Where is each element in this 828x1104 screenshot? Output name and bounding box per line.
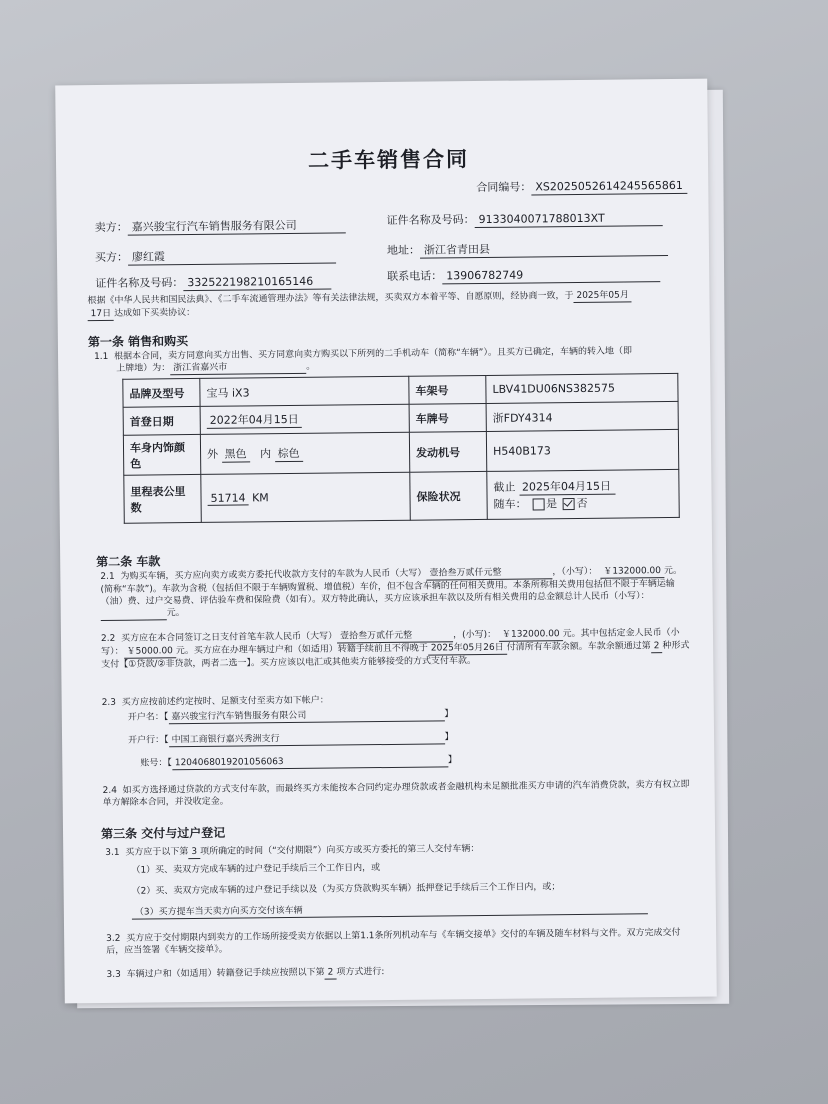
account-no-row: 账号：【 1204068019201056063 】 xyxy=(140,755,457,769)
table-row xyxy=(123,429,678,475)
clause-2-3: 2.3 买方应按前述约定按时、足额支付至卖方如下帐户： xyxy=(101,695,329,708)
seller-row: 卖方： 嘉兴骏宝行汽车销售服务有限公司 xyxy=(95,218,346,236)
insurance-until: 2025年04月15日 xyxy=(519,478,615,496)
plate-value: 浙FDY4314 xyxy=(486,401,678,431)
clause-3-3: 3.3 车辆过户和（如适用）转籍登记手续应按照以下第 2 项方式进行: xyxy=(106,967,385,980)
contract-no: 合同编号： XS2025052614245565861 xyxy=(476,179,687,196)
reg-date-value: 2022年04月15日 xyxy=(207,411,302,429)
plate-label: 车牌号 xyxy=(409,403,486,432)
interior-color: 棕色 xyxy=(274,445,302,462)
buyer-phone-row: 联系电话： 13906782749 xyxy=(387,267,660,285)
vehicle-table xyxy=(122,373,679,524)
account-name-row: 开户名：【 嘉兴骏宝行汽车销售服务有限公司 】 xyxy=(127,709,454,723)
intro-paragraph: 根据《中华人民共和国民法典》、《二手车流通管理办法》等有关法律法规，买卖双方本着平等、自愿原则，经协商一致，于 2025年05月 17日 达成如下买卖协议： xyxy=(87,289,699,321)
frame-label: 车架号 xyxy=(409,375,486,404)
engine-label: 发动机号 xyxy=(409,431,486,472)
color-cell: 外 黑色 内 棕色 xyxy=(200,432,409,474)
option-3: （3）买方提车当天卖方向买方交付该车辆 xyxy=(132,901,648,919)
contract-title: 二手车销售合同 xyxy=(307,147,470,173)
brand-label: 品牌及型号 xyxy=(123,378,200,407)
mileage-cell: 51714 KM xyxy=(201,472,410,522)
contract-page xyxy=(55,79,717,1004)
clause-2-1: 2.1 为购买车辆，买方应向卖方或卖方委托代收款方支付的车款为人民币（大写） 壹拾叁万贰仟元整 ，（小写）： ￥132000.00 元。(简称“车款”)。车款为含税（包括但不限于车辆购置税、增值税）车价，但不包含车辆的任何相关费用。本条所称相关费用包括但不限于车辆运输（油）费、过户交易费、评估验车费和保险费（如有）。双方特此确认，买方应该承担车款以及所有相关费用的总金额总计人民币（小写）： 元。 xyxy=(100,565,690,621)
exterior-color: 黑色 xyxy=(221,445,249,462)
checkbox-no[interactable] xyxy=(563,498,575,510)
option-2: （2）买、卖双方完成车辆的过户登记手续以及（为买方贷款购买车辆）抵押登记手续后三个工作日内，或； xyxy=(131,882,561,897)
engine-value: H540B173 xyxy=(486,429,678,471)
bank-row: 开户行：【 中国工商银行嘉兴秀洲支行 】 xyxy=(128,732,454,746)
clause-2-4: 2.4 如买方选择通过贷款的方式支付车款，而最终买方未能按本合同约定办理贷款或者金融机构未足额批准买方申请的汽车消费贷款，卖方有权立即单方解除本合同，并没收定金。 xyxy=(102,779,690,808)
buyer-row: 买方： 廖红霞 xyxy=(95,249,336,267)
color-label: 车身内饰颜色 xyxy=(123,434,200,475)
article1-title: 第一条 销售和购买 xyxy=(87,334,189,350)
article3-title: 第三条 交付与过户登记 xyxy=(100,825,226,841)
brand-value: 宝马 iX3 xyxy=(200,376,409,406)
clause-2-2: 2.2 买方应在本合同签订之日支付首笔车款人民币（大写） 壹拾叁万贰仟元整 ，(小写)： ￥132000.00 元。其中包括定金人民币（小写）： ￥5000.00 元。买方应在办理车辆过户和（如适用）转籍手续前且不得晚于 2025年05月26日 付清所有车款余额。车款余额通过第 2 种形式支付【①贷款/②非贷款，两者二选一】。买方应该以电汇或其他卖方能够接受的方式支付车款。 xyxy=(100,627,690,670)
insurance-label: 保险状况 xyxy=(410,471,487,520)
reg-date-label: 首登日期 xyxy=(123,406,200,435)
mileage-value: 51714 xyxy=(207,491,248,505)
reg-date-cell xyxy=(200,404,409,434)
option-1: （1）买、卖双方完成车辆的过户登记手续后三个工作日内，或 xyxy=(131,863,381,876)
clause-1-1: 1.1 根据本合同，卖方同意向买方出售、买方同意向卖方购买以下所列的二手机动车（简称“车辆”）。且买方已确定，车辆的转入地（即 上牌地）为： 浙江省嘉兴市 。 xyxy=(94,346,632,374)
checkbox-yes[interactable] xyxy=(532,498,544,510)
article2-title: 第二条 车款 xyxy=(96,554,161,570)
table-row xyxy=(124,469,679,523)
frame-value: LBV41DU06NS382575 xyxy=(486,373,678,403)
insurance-cell: 截止 2025年04月15日 随车： 是 否 xyxy=(487,469,679,519)
buyer-cert-row: 证件名称及号码： 332522198210165146 xyxy=(95,275,331,292)
mileage-label: 里程表公里数 xyxy=(124,474,201,523)
buyer-address-row: 地址： 浙江省青田县 xyxy=(387,241,668,259)
seller-cert-row: 证件名称及号码： 9133040071788013XT xyxy=(387,211,663,229)
clause-3-2: 3.2 买方应于交付期限内到卖方的工作场所接受卖方依据以上第1.1条所列机动车与《车辆交接单》交付的车辆及随车材料与文件。双方完成交付后，应当签署《车辆交接单》。 xyxy=(106,927,681,956)
clause-3-1: 3.1 买方应于以下第 3 项所确定的时间（“交付期限”）向买方或买方委托的第三人交付车辆： xyxy=(105,844,480,858)
